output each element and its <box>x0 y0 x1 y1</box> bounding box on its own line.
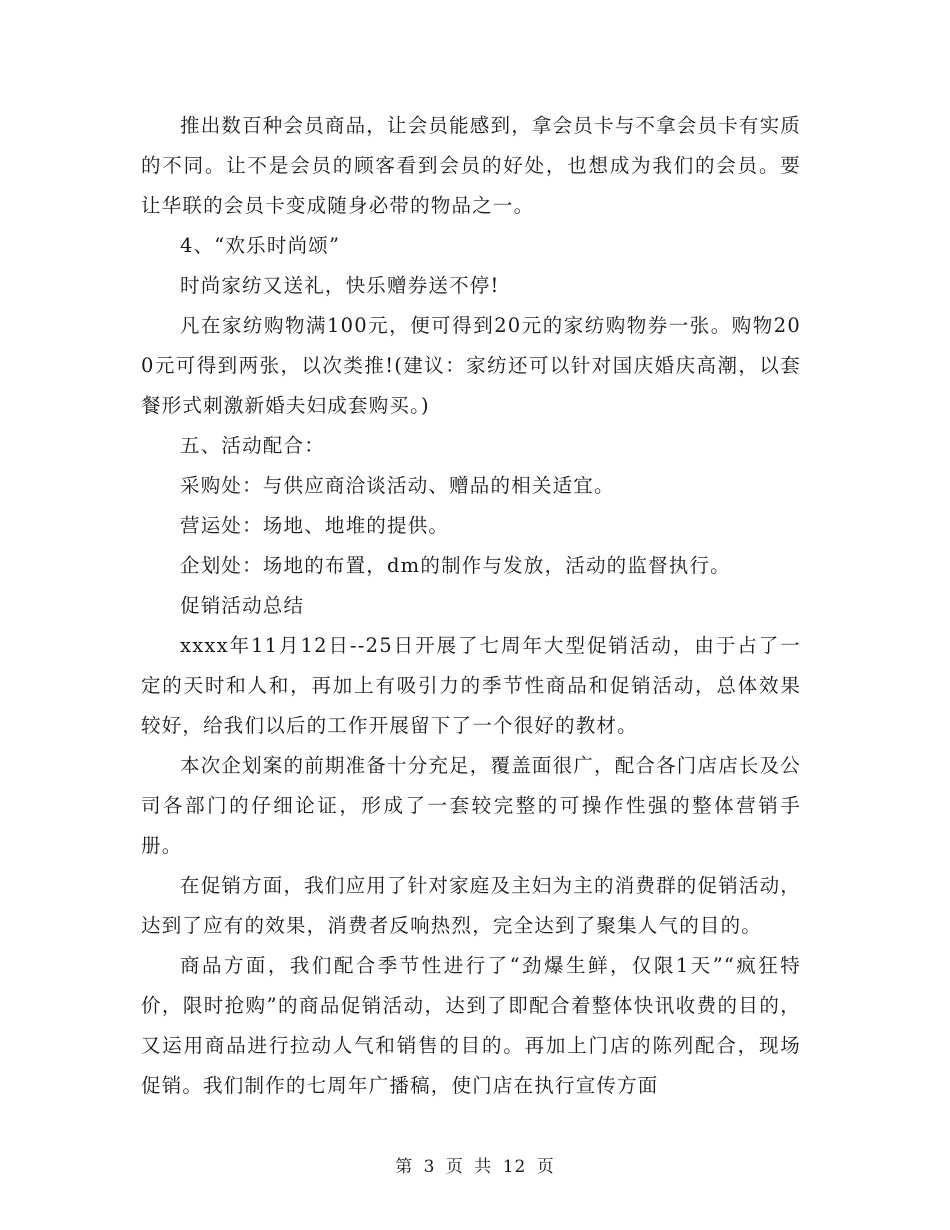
document-body <box>141 106 801 1106</box>
paragraph-coupon-rule: 凡在家纺购物满100元，便可得到20元的家纺购物券一张。购物200元可得到两张，以次类推!(建议：家纺还可以针对国庆婚庆高潮，以套餐形式刺激新婚夫妇成套购买。) <box>141 314 801 417</box>
paragraph-promotion: 在促销方面，我们应用了针对家庭及主妇为主的消费群的促销活动，达到了应有的效果，消费者反响热烈，完全达到了聚集人气的目的。 <box>141 874 802 937</box>
paragraph-operations: 营运处：场地、地堆的提供。 <box>180 514 450 537</box>
paragraph-member-goods: 推出数百种会员商品，让会员能感到，拿会员卡与不拿会员卡有实质的不同。让不是会员的顾客看到会员的好处，也想成为我们的会员。要让华联的会员卡变成随身必带的物品之一。 <box>141 114 802 217</box>
paragraph-preparation: 本次企划案的前期准备十分充足，覆盖面很广，配合各门店店长及公司各部门的仔细论证，形成了一套较完整的可操作性强的整体营销手册。 <box>141 754 802 857</box>
paragraph-planning: 企划处：场地的布置，dm的制作与发放，活动的监督执行。 <box>180 554 731 577</box>
paragraph-slogan: 时尚家纺又送礼，快乐赠券送不停! <box>180 274 500 297</box>
paragraph-purchasing: 采购处：与供应商洽谈活动、赠品的相关适宜。 <box>180 474 615 497</box>
paragraph-summary-intro: xxxx年11月12日--25日开展了七周年大型促销活动，由于占了一定的天时和人和，再加上有吸引力的季节性商品和促销活动，总体效果较好，给我们以后的工作开展留下了一个很好的教材。 <box>141 634 801 737</box>
paragraph-summary-title: 促销活动总结 <box>180 594 305 617</box>
paragraph-heading-5: 五、活动配合： <box>180 434 325 457</box>
page-number-footer: 第 3 页 共 12 页 <box>395 1157 555 1177</box>
paragraph-heading-4: 4、“欢乐时尚颂” <box>180 234 341 257</box>
paragraph-merchandise: 商品方面，我们配合季节性进行了“劲爆生鲜，仅限1天”“疯狂特价，限时抢购”的商品促销活动，达到了即配合着整体快讯收费的目的，又运用商品进行拉动人气和销售的目的。再加上门店的陈列配合，现场促销。我们制作的七周年广播稿，使门店在执行宣传方面 <box>141 954 801 1097</box>
